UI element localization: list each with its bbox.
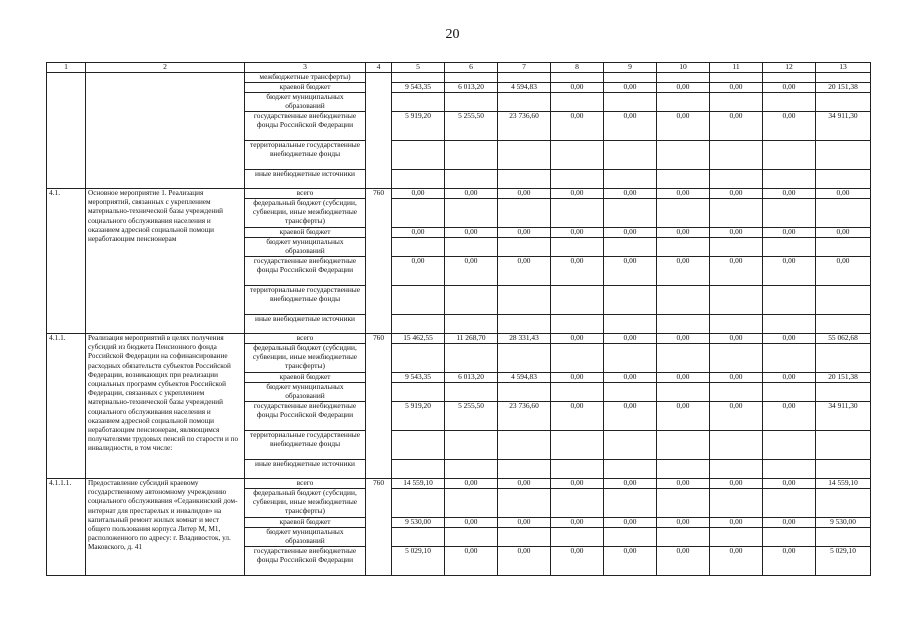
value-cell [763, 285, 816, 314]
value-cell [392, 198, 445, 227]
funding-source: иные внебюджетные источники [245, 314, 366, 333]
value-cell [551, 237, 604, 256]
funding-source: территориальные государственные внебюджетные фонды [245, 285, 366, 314]
funding-source: территориальные государственные внебюджетные фонды [245, 140, 366, 169]
value-cell [816, 285, 871, 314]
value-cell: 0,00 [710, 546, 763, 575]
value-cell: 0,00 [551, 227, 604, 237]
value-cell: 0,00 [763, 227, 816, 237]
value-cell [763, 459, 816, 478]
value-cell [498, 488, 551, 517]
funding-source: бюджет муниципальных образований [245, 527, 366, 546]
value-cell: 0,00 [657, 546, 710, 575]
value-cell [498, 314, 551, 333]
value-cell [551, 314, 604, 333]
value-cell: 23 736,60 [498, 111, 551, 140]
value-cell [710, 343, 763, 372]
value-cell [498, 527, 551, 546]
value-cell: 5 919,20 [392, 111, 445, 140]
header-cell: 5 [392, 63, 445, 73]
value-cell [657, 343, 710, 372]
value-cell [445, 169, 498, 188]
value-cell: 9 543,35 [392, 82, 445, 92]
value-cell: 0,00 [604, 546, 657, 575]
value-cell: 0,00 [763, 372, 816, 382]
value-cell: 0,00 [816, 227, 871, 237]
value-cell [498, 430, 551, 459]
funding-source: краевой бюджет [245, 82, 366, 92]
value-cell: 0,00 [710, 256, 763, 285]
value-cell [392, 140, 445, 169]
value-cell [551, 92, 604, 111]
value-cell [445, 198, 498, 227]
value-cell: 0,00 [498, 478, 551, 488]
value-cell [816, 488, 871, 517]
value-cell [763, 198, 816, 227]
value-cell [657, 488, 710, 517]
value-cell: 9 530,00 [392, 517, 445, 527]
value-cell [392, 343, 445, 372]
value-cell: 0,00 [710, 401, 763, 430]
funding-source: всего [245, 188, 366, 198]
value-cell: 20 151,38 [816, 372, 871, 382]
value-cell [710, 488, 763, 517]
value-cell [392, 285, 445, 314]
value-cell [551, 198, 604, 227]
value-cell [604, 314, 657, 333]
value-cell [816, 527, 871, 546]
value-cell: 0,00 [657, 188, 710, 198]
value-cell [551, 488, 604, 517]
value-cell: 20 151,38 [816, 82, 871, 92]
value-cell [710, 140, 763, 169]
value-cell: 0,00 [604, 111, 657, 140]
grbs-code: 760 [366, 188, 392, 333]
value-cell [710, 198, 763, 227]
value-cell [604, 343, 657, 372]
value-cell [392, 72, 445, 82]
value-cell: 15 462,55 [392, 333, 445, 343]
value-cell [710, 169, 763, 188]
value-cell [445, 285, 498, 314]
value-cell: 0,00 [763, 517, 816, 527]
funding-source: иные внебюджетные источники [245, 459, 366, 478]
value-cell [816, 92, 871, 111]
value-cell [392, 488, 445, 517]
value-cell: 14 559,10 [816, 478, 871, 488]
value-cell [392, 92, 445, 111]
header-cell: 7 [498, 63, 551, 73]
header-cell: 12 [763, 63, 816, 73]
header-cell: 1 [47, 63, 86, 73]
value-cell [710, 527, 763, 546]
table-row [47, 333, 871, 343]
value-cell [445, 72, 498, 82]
value-cell [604, 527, 657, 546]
grbs-code [366, 72, 392, 188]
value-cell [604, 237, 657, 256]
value-cell [710, 92, 763, 111]
value-cell: 0,00 [445, 188, 498, 198]
value-cell [816, 237, 871, 256]
header-cell: 9 [604, 63, 657, 73]
value-cell [710, 237, 763, 256]
value-cell: 0,00 [551, 333, 604, 343]
funding-source: всего [245, 333, 366, 343]
value-cell: 5 255,50 [445, 401, 498, 430]
item-code: 4.1.1.1. [47, 478, 86, 575]
value-cell: 0,00 [604, 401, 657, 430]
table-row [47, 478, 871, 488]
value-cell [445, 488, 498, 517]
value-cell [551, 459, 604, 478]
value-cell: 11 268,70 [445, 333, 498, 343]
value-cell: 0,00 [710, 517, 763, 527]
value-cell [445, 527, 498, 546]
value-cell: 0,00 [710, 82, 763, 92]
value-cell: 0,00 [710, 227, 763, 237]
header-cell: 2 [86, 63, 245, 73]
value-cell [392, 382, 445, 401]
value-cell [604, 72, 657, 82]
funding-source: государственные внебюджетные фонды Российской Федерации [245, 546, 366, 575]
value-cell: 0,00 [551, 478, 604, 488]
value-cell: 0,00 [763, 82, 816, 92]
value-cell [763, 343, 816, 372]
value-cell: 0,00 [445, 256, 498, 285]
funding-source: всего [245, 478, 366, 488]
value-cell [445, 237, 498, 256]
value-cell: 0,00 [392, 227, 445, 237]
value-cell [498, 72, 551, 82]
value-cell: 0,00 [445, 227, 498, 237]
item-code: 4.1.1. [47, 333, 86, 478]
funding-source: межбюджетные трансферты) [245, 72, 366, 82]
item-code: 4.1. [47, 188, 86, 333]
value-cell: 0,00 [604, 256, 657, 285]
item-name: Реализация мероприятий в целях получения субсидий из бюджета Пенсионного фонда Российской Федерации на софинансирование расходных обязательств субъектов Российской Федерации, возникающих при реализации социальных программ субъектов Российской Федерации, связанных с укреплением материально-технической базы учреждений социального обслуживания населения и оказанием адресной социальной помощи неработающим пенсионерам, являющимся получателями трудовых пенсий по старости и по инвалидности, в том числе: [86, 333, 245, 478]
value-cell: 0,00 [551, 188, 604, 198]
value-cell: 6 013,20 [445, 82, 498, 92]
value-cell: 0,00 [657, 517, 710, 527]
value-cell: 0,00 [604, 517, 657, 527]
value-cell [657, 237, 710, 256]
value-cell: 0,00 [551, 111, 604, 140]
value-cell [657, 285, 710, 314]
value-cell [498, 140, 551, 169]
funding-source: федеральный бюджет (субсидии, субвенции, иные межбюджетные трансферты) [245, 343, 366, 372]
value-cell [498, 198, 551, 227]
value-cell [498, 343, 551, 372]
value-cell [657, 169, 710, 188]
value-cell: 5 255,50 [445, 111, 498, 140]
value-cell [551, 285, 604, 314]
value-cell [710, 430, 763, 459]
funding-source: государственные внебюджетные фонды Российской Федерации [245, 256, 366, 285]
value-cell [657, 459, 710, 478]
value-cell [816, 140, 871, 169]
funding-source: федеральный бюджет (субсидии, субвенции, иные межбюджетные трансферты) [245, 488, 366, 517]
value-cell [392, 314, 445, 333]
value-cell [763, 140, 816, 169]
page-number: 20 [445, 27, 460, 42]
value-cell: 0,00 [657, 333, 710, 343]
value-cell [657, 198, 710, 227]
funding-source: бюджет муниципальных образований [245, 92, 366, 111]
value-cell: 0,00 [816, 188, 871, 198]
value-cell: 0,00 [657, 401, 710, 430]
value-cell [445, 343, 498, 372]
value-cell: 0,00 [763, 401, 816, 430]
value-cell [763, 92, 816, 111]
value-cell [710, 314, 763, 333]
value-cell [816, 72, 871, 82]
value-cell [498, 382, 551, 401]
value-cell [604, 169, 657, 188]
value-cell: 0,00 [657, 82, 710, 92]
funding-source: территориальные государственные внебюджетные фонды [245, 430, 366, 459]
value-cell: 0,00 [445, 517, 498, 527]
value-cell: 0,00 [551, 82, 604, 92]
value-cell: 0,00 [710, 478, 763, 488]
value-cell: 0,00 [657, 227, 710, 237]
value-cell: 6 013,20 [445, 372, 498, 382]
value-cell: 14 559,10 [392, 478, 445, 488]
value-cell: 0,00 [604, 188, 657, 198]
value-cell [392, 237, 445, 256]
value-cell [710, 459, 763, 478]
value-cell [551, 140, 604, 169]
value-cell [710, 72, 763, 82]
value-cell [816, 343, 871, 372]
value-cell: 0,00 [763, 256, 816, 285]
value-cell [551, 430, 604, 459]
item-name: Основное мероприятие 1. Реализация мероприятий, связанных с укреплением материально-технической базы учреждений социального обслуживания населения и оказанием адресной социальной помощи неработающим пенсионерам [86, 188, 245, 333]
table-row [47, 72, 871, 82]
value-cell [551, 343, 604, 372]
value-cell: 4 594,83 [498, 82, 551, 92]
value-cell: 0,00 [604, 333, 657, 343]
value-cell: 0,00 [763, 188, 816, 198]
value-cell: 0,00 [392, 256, 445, 285]
value-cell [657, 430, 710, 459]
value-cell: 9 530,00 [816, 517, 871, 527]
value-cell: 0,00 [816, 256, 871, 285]
value-cell [604, 430, 657, 459]
value-cell: 0,00 [710, 333, 763, 343]
value-cell: 28 331,43 [498, 333, 551, 343]
value-cell: 5 029,10 [392, 546, 445, 575]
value-cell: 0,00 [763, 546, 816, 575]
item-name [86, 72, 245, 188]
value-cell: 0,00 [551, 256, 604, 285]
value-cell [763, 237, 816, 256]
value-cell: 0,00 [498, 517, 551, 527]
value-cell [445, 430, 498, 459]
value-cell [604, 488, 657, 517]
value-cell: 0,00 [604, 227, 657, 237]
header-cell: 6 [445, 63, 498, 73]
header-row [47, 63, 871, 73]
value-cell [763, 382, 816, 401]
value-cell [657, 92, 710, 111]
value-cell: 23 736,60 [498, 401, 551, 430]
value-cell: 0,00 [710, 111, 763, 140]
value-cell [498, 237, 551, 256]
header-cell: 8 [551, 63, 604, 73]
funding-source: краевой бюджет [245, 227, 366, 237]
value-cell [816, 169, 871, 188]
value-cell: 0,00 [657, 478, 710, 488]
value-cell: 0,00 [445, 546, 498, 575]
funding-source: иные внебюджетные источники [245, 169, 366, 188]
value-cell [657, 314, 710, 333]
header-cell: 11 [710, 63, 763, 73]
value-cell [657, 382, 710, 401]
value-cell [551, 169, 604, 188]
value-cell: 0,00 [551, 517, 604, 527]
budget-table [46, 62, 871, 576]
funding-source: краевой бюджет [245, 517, 366, 527]
value-cell: 34 911,30 [816, 111, 871, 140]
value-cell [498, 459, 551, 478]
value-cell [763, 72, 816, 82]
value-cell [445, 459, 498, 478]
value-cell: 0,00 [763, 333, 816, 343]
value-cell: 0,00 [657, 372, 710, 382]
value-cell: 0,00 [551, 372, 604, 382]
value-cell [816, 430, 871, 459]
value-cell [763, 527, 816, 546]
value-cell: 0,00 [604, 82, 657, 92]
value-cell: 5 029,10 [816, 546, 871, 575]
value-cell [657, 72, 710, 82]
value-cell: 0,00 [498, 188, 551, 198]
value-cell [816, 314, 871, 333]
item-code [47, 72, 86, 188]
value-cell [445, 382, 498, 401]
value-cell: 0,00 [763, 111, 816, 140]
value-cell [816, 382, 871, 401]
value-cell [657, 140, 710, 169]
value-cell [551, 527, 604, 546]
table-row [47, 188, 871, 198]
value-cell [392, 430, 445, 459]
value-cell [392, 527, 445, 546]
funding-source: государственные внебюджетные фонды Российской Федерации [245, 401, 366, 430]
value-cell [445, 92, 498, 111]
value-cell: 5 919,20 [392, 401, 445, 430]
funding-source: государственные внебюджетные фонды Российской Федерации [245, 111, 366, 140]
value-cell [604, 92, 657, 111]
funding-source: бюджет муниципальных образований [245, 237, 366, 256]
value-cell [392, 169, 445, 188]
header-cell: 13 [816, 63, 871, 73]
value-cell: 55 062,68 [816, 333, 871, 343]
value-cell: 0,00 [604, 372, 657, 382]
value-cell [816, 198, 871, 227]
value-cell: 4 594,83 [498, 372, 551, 382]
value-cell: 0,00 [392, 188, 445, 198]
value-cell [763, 169, 816, 188]
value-cell [445, 314, 498, 333]
value-cell [710, 382, 763, 401]
value-cell [392, 459, 445, 478]
funding-source: бюджет муниципальных образований [245, 382, 366, 401]
value-cell [498, 92, 551, 111]
value-cell: 0,00 [657, 256, 710, 285]
value-cell: 0,00 [763, 478, 816, 488]
value-cell: 0,00 [710, 372, 763, 382]
value-cell: 0,00 [498, 256, 551, 285]
grbs-code: 760 [366, 478, 392, 575]
value-cell: 0,00 [710, 188, 763, 198]
header-cell: 10 [657, 63, 710, 73]
header-cell: 4 [366, 63, 392, 73]
value-cell [604, 382, 657, 401]
value-cell [604, 198, 657, 227]
funding-source: федеральный бюджет (субсидии, субвенции, иные межбюджетные трансферты) [245, 198, 366, 227]
value-cell: 0,00 [551, 401, 604, 430]
value-cell [604, 285, 657, 314]
value-cell: 0,00 [445, 478, 498, 488]
item-name: Предоставление субсидий краевому государственному автономному учреждению социального обслуживания «Седанкинский дом-интернат для престарелых и инвалидов» на капитальный ремонт жилых комнат и мест общего пользования корпуса Литер М, М1, расположенного по адресу: г. Владивосток, ул. Маковского, д. 41 [86, 478, 245, 575]
value-cell [551, 72, 604, 82]
value-cell: 0,00 [498, 546, 551, 575]
header-cell: 3 [245, 63, 366, 73]
grbs-code: 760 [366, 333, 392, 478]
value-cell [763, 430, 816, 459]
value-cell: 34 911,30 [816, 401, 871, 430]
value-cell [710, 285, 763, 314]
value-cell [816, 459, 871, 478]
value-cell [604, 140, 657, 169]
value-cell [551, 382, 604, 401]
value-cell: 0,00 [498, 227, 551, 237]
value-cell [763, 314, 816, 333]
value-cell [445, 140, 498, 169]
value-cell: 0,00 [604, 478, 657, 488]
value-cell: 9 543,35 [392, 372, 445, 382]
funding-source: краевой бюджет [245, 372, 366, 382]
value-cell [604, 459, 657, 478]
value-cell: 0,00 [657, 111, 710, 140]
value-cell [498, 169, 551, 188]
value-cell: 0,00 [551, 546, 604, 575]
value-cell [763, 488, 816, 517]
value-cell [657, 527, 710, 546]
value-cell [498, 285, 551, 314]
